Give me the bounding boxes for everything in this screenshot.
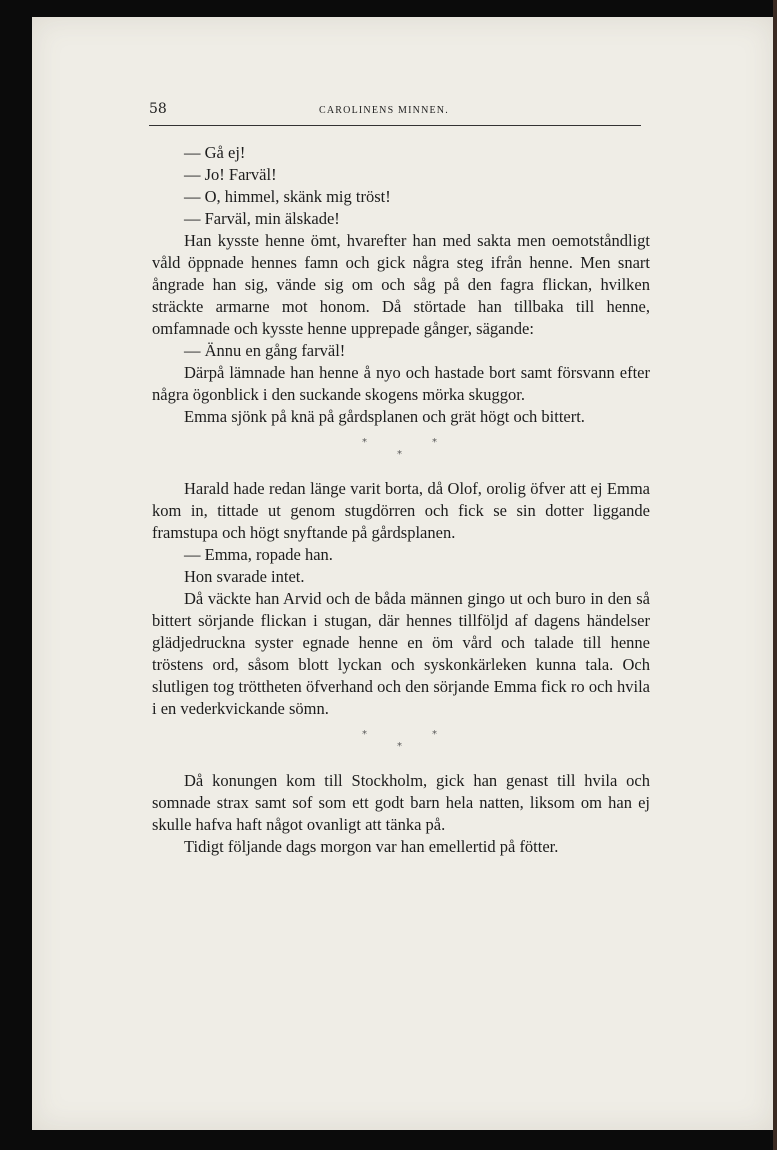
paragraph: Emma sjönk på knä på gårdsplanen och grät högt och bittert.: [184, 407, 585, 426]
asterisk: *: [432, 729, 437, 740]
asterisk: *: [432, 437, 437, 448]
paragraph: Han kysste henne ömt, hvarefter han med sakta men oemotståndligt våld öppnade hennes famn och gick några steg ifrån henne. Men snart ångrade han sig, vände sig om och såg på den fagra flickan, hvilken sträckte armarne mot honom. Då störtade han tillbaka till henne, omfamnade och kysste henne upprepade gånger, sägande:: [152, 231, 650, 338]
page-number: 58: [149, 101, 167, 117]
body-text: [152, 142, 650, 858]
paragraph: — Ännu en gång farväl!: [184, 341, 346, 360]
header-rule: [149, 125, 641, 126]
paragraph: — Gå ej!: [184, 143, 246, 162]
paragraph: — Emma, ropade han.: [184, 545, 333, 564]
section-break-asterism: [152, 720, 650, 770]
paragraph: Tidigt följande dags morgon var han emellertid på fötter.: [184, 837, 559, 856]
asterisk: *: [362, 729, 367, 740]
paragraph: Då väckte han Arvid och de båda männen gingo ut och buro in den så bittert sörjande flickan i stugan, där hennes tillföljd af dagens händelser glädjedruckna syster egnade henne en öm vård och talade till henne tröstens ord, såsom blott lyckan och syskonkärleken kunna tala. Och slutligen tog tröttheten öfverhand och den sörjande Emma fick ro och hvila i en vederkvickande sömn.: [152, 589, 650, 718]
book-binding-edge: [773, 0, 777, 1150]
paragraph: Harald hade redan länge varit borta, då Olof, orolig öfver att ej Emma kom in, tittade ut genom stugdörren och fick se sin dotter liggande framstupa och högt snyftande på gårdsplanen.: [152, 479, 650, 542]
running-head: CAROLINENS MINNEN.: [319, 105, 449, 116]
asterisk: *: [397, 741, 402, 752]
paragraph: Då konungen kom till Stockholm, gick han genast till hvila och somnade strax samt sof som ett godt barn hela natten, liksom om han ej skulle hafva haft något ovanligt att tänka på.: [152, 771, 650, 834]
asterisk: *: [397, 449, 402, 460]
section-break-asterism: [152, 428, 650, 478]
page-header: [149, 101, 642, 121]
paragraph: — O, himmel, skänk mig tröst!: [184, 187, 391, 206]
paragraph: Därpå lämnade han henne å nyo och hastade bort samt försvann efter några ögonblick i den suckande skogens mörka skuggor.: [152, 363, 650, 404]
paragraph: Hon svarade intet.: [184, 567, 305, 586]
paragraph: — Farväl, min älskade!: [184, 209, 340, 228]
paragraph: — Jo! Farväl!: [184, 165, 277, 184]
asterisk: *: [362, 437, 367, 448]
